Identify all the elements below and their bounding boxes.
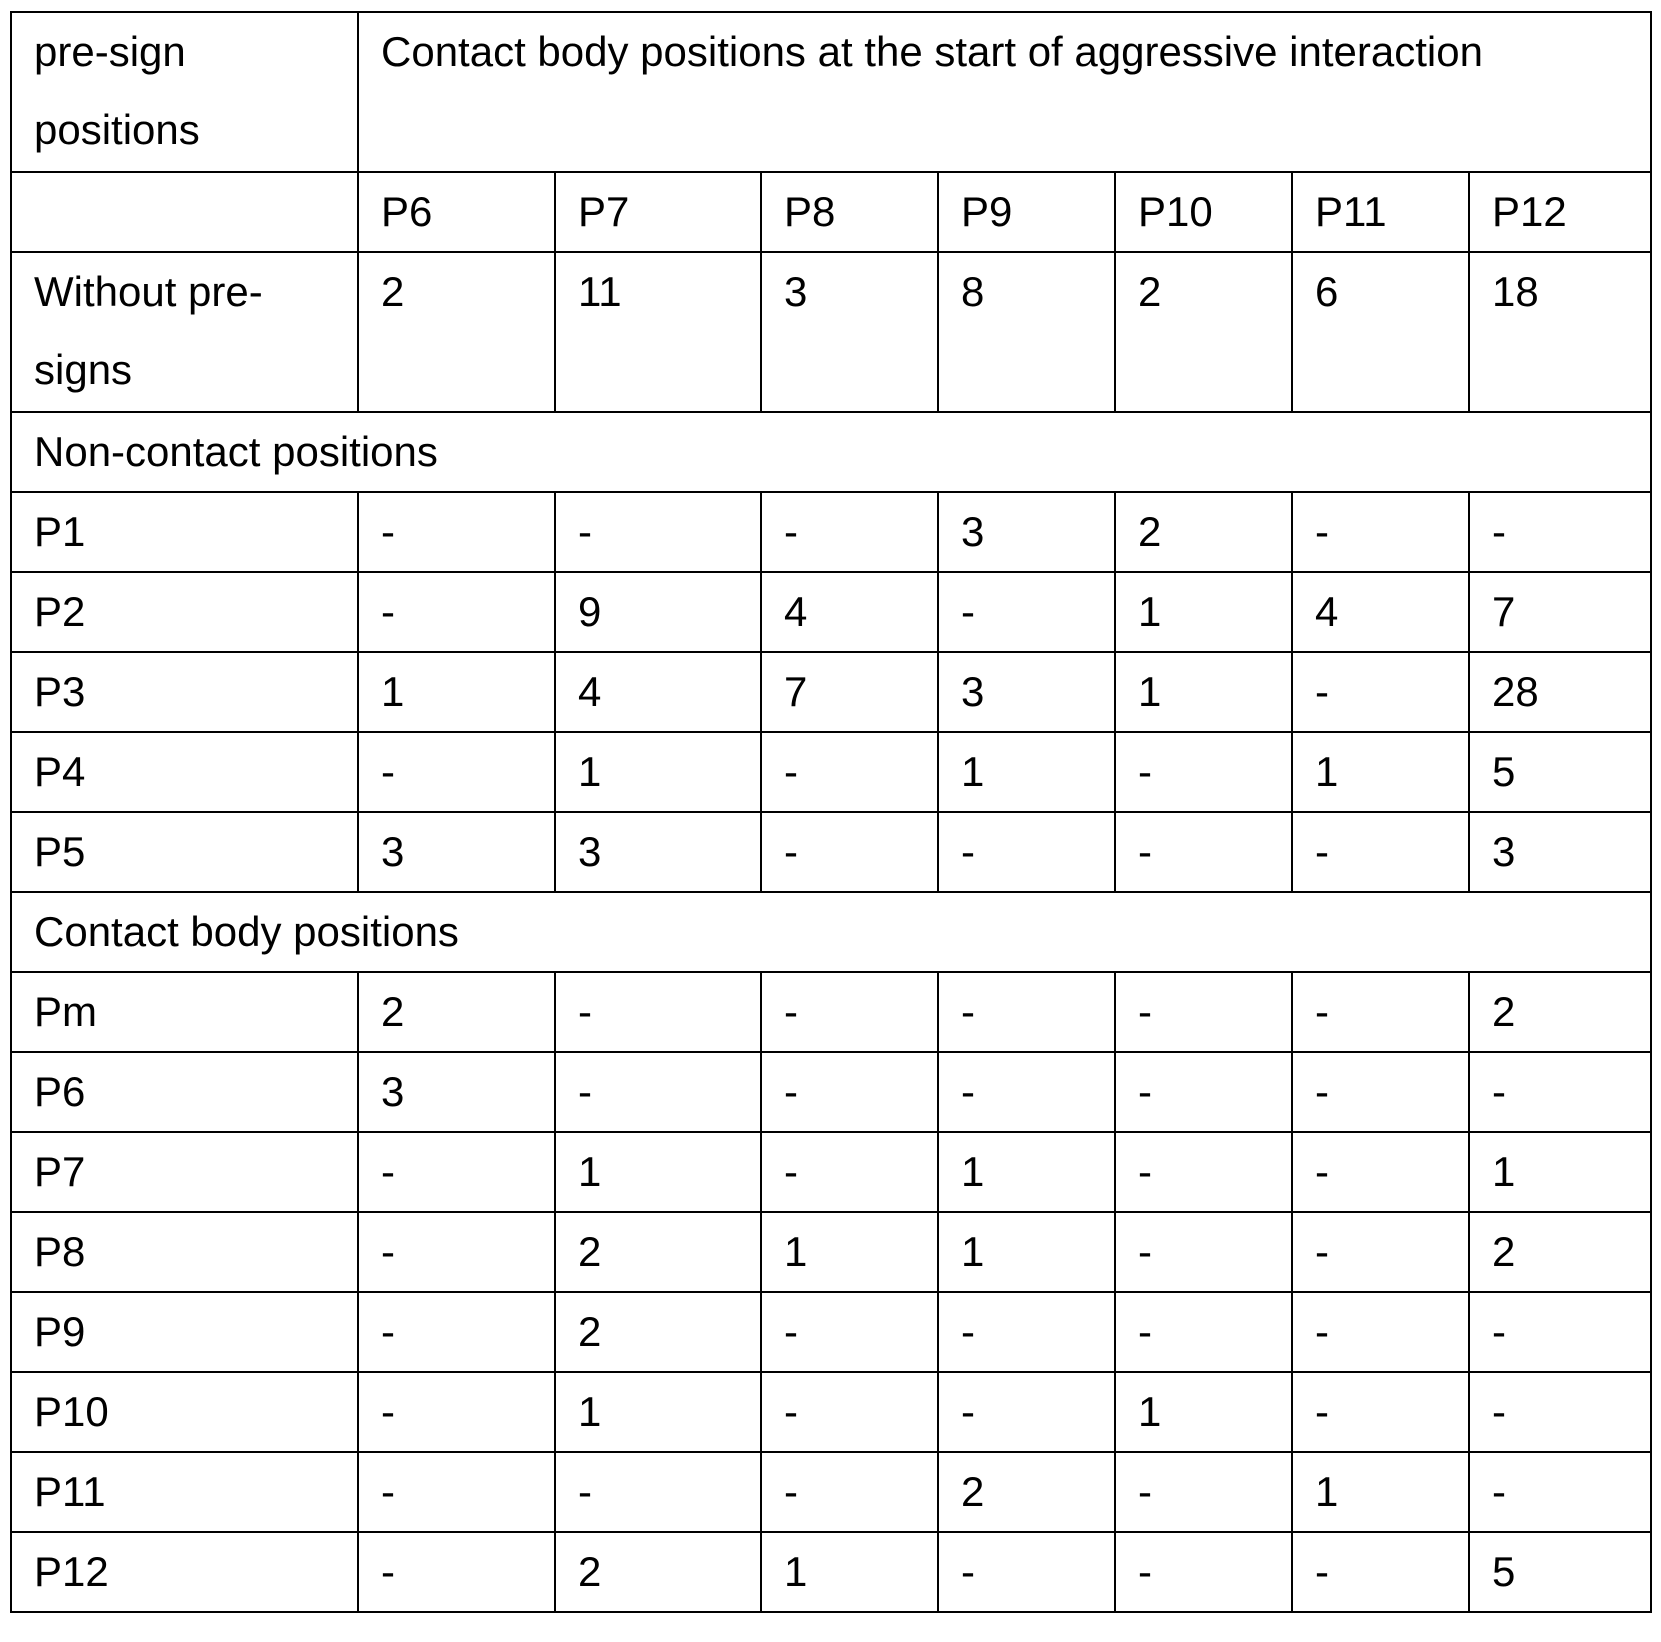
table-cell: - [1292, 492, 1469, 572]
table-cell: 7 [1469, 572, 1651, 652]
table-cell: 1 [1115, 652, 1292, 732]
table-cell: 18 [1469, 252, 1651, 412]
table-cell: - [1469, 1292, 1651, 1372]
table-cell: - [555, 972, 761, 1052]
table-cell: - [761, 1452, 938, 1532]
table-cell: 2 [1115, 492, 1292, 572]
table-cell: - [761, 1052, 938, 1132]
table-cell: 2 [555, 1292, 761, 1372]
table-cell: - [1292, 1132, 1469, 1212]
table-cell: 3 [555, 812, 761, 892]
group-header-cell: Contact body positions at the start of aggressive interaction [358, 12, 1651, 172]
table-cell: 1 [1292, 1452, 1469, 1532]
table-cell: 7 [761, 652, 938, 732]
table-cell: 1 [1469, 1132, 1651, 1212]
table-row [11, 652, 1651, 732]
header-row [11, 12, 1651, 172]
table-cell: - [938, 1532, 1115, 1612]
table-cell: 2 [1469, 972, 1651, 1052]
table-cell: - [555, 492, 761, 572]
table-cell: 1 [938, 732, 1115, 812]
table-cell: - [358, 1372, 555, 1452]
table-cell: 1 [938, 1132, 1115, 1212]
column-header: P8 [761, 172, 938, 252]
table-row [11, 492, 1651, 572]
table-row [11, 572, 1651, 652]
table-cell: - [1115, 1212, 1292, 1292]
table-cell: 1 [761, 1212, 938, 1292]
aggression-position-table [10, 11, 1652, 1613]
table-cell: 1 [555, 1372, 761, 1452]
table-cell: - [555, 1052, 761, 1132]
table-cell: 3 [1469, 812, 1651, 892]
table-cell: - [1292, 812, 1469, 892]
column-header: P6 [358, 172, 555, 252]
table-cell: - [358, 572, 555, 652]
table-cell: - [358, 1452, 555, 1532]
table-cell: - [358, 1132, 555, 1212]
row-label: P1 [11, 492, 358, 572]
table-cell: - [938, 1052, 1115, 1132]
table-cell: - [761, 492, 938, 572]
table-cell: 1 [761, 1532, 938, 1612]
row-label: P7 [11, 1132, 358, 1212]
table-cell: 2 [1469, 1212, 1651, 1292]
table-cell: - [761, 972, 938, 1052]
table-cell: 2 [358, 972, 555, 1052]
table-cell: - [1115, 972, 1292, 1052]
empty-header-cell [11, 172, 358, 252]
section-title: Contact body positions [11, 892, 1651, 972]
table-cell: - [555, 1452, 761, 1532]
table-cell: 2 [938, 1452, 1115, 1532]
corner-header-cell: pre-sign positions [11, 12, 358, 172]
table-row [11, 1372, 1651, 1452]
table-cell: - [1115, 1132, 1292, 1212]
column-header: P9 [938, 172, 1115, 252]
table-cell: 5 [1469, 732, 1651, 812]
table-cell: 3 [938, 652, 1115, 732]
section-title-row [11, 412, 1651, 492]
table-cell: - [761, 1292, 938, 1372]
table-cell: - [938, 972, 1115, 1052]
table-cell: - [1292, 972, 1469, 1052]
table-cell: 3 [761, 252, 938, 412]
table-cell: 1 [1115, 572, 1292, 652]
table-cell: - [761, 1372, 938, 1452]
table-cell: 28 [1469, 652, 1651, 732]
row-label: P9 [11, 1292, 358, 1372]
column-header: P10 [1115, 172, 1292, 252]
table-row [11, 1532, 1651, 1612]
table-cell: - [1115, 1532, 1292, 1612]
column-header: P12 [1469, 172, 1651, 252]
table-row [11, 732, 1651, 812]
table-cell: 4 [555, 652, 761, 732]
section-title-row [11, 892, 1651, 972]
table-cell: - [358, 1532, 555, 1612]
row-label: P4 [11, 732, 358, 812]
column-header: P11 [1292, 172, 1469, 252]
table-cell: - [761, 812, 938, 892]
table-cell: 2 [1115, 252, 1292, 412]
table-row [11, 812, 1651, 892]
table-cell: - [1115, 812, 1292, 892]
table-cell: 1 [555, 1132, 761, 1212]
table-row [11, 1452, 1651, 1532]
row-label: P12 [11, 1532, 358, 1612]
table-cell: 3 [358, 1052, 555, 1132]
table-cell: 2 [555, 1532, 761, 1612]
table-cell: - [1292, 652, 1469, 732]
table-cell: 4 [761, 572, 938, 652]
table-row [11, 972, 1651, 1052]
table-row [11, 1132, 1651, 1212]
table-cell: 11 [555, 252, 761, 412]
row-label: P10 [11, 1372, 358, 1452]
table-cell: - [1115, 1452, 1292, 1532]
table-cell: - [1469, 1372, 1651, 1452]
table-cell: 8 [938, 252, 1115, 412]
table-cell: - [938, 812, 1115, 892]
table-cell: 1 [1292, 732, 1469, 812]
table-cell: - [1292, 1372, 1469, 1452]
without-presigns-row [11, 252, 1651, 412]
table-cell: 1 [555, 732, 761, 812]
table-cell: 4 [1292, 572, 1469, 652]
column-header: P7 [555, 172, 761, 252]
table-cell: 1 [1115, 1372, 1292, 1452]
table-cell: - [1469, 492, 1651, 572]
row-label: P11 [11, 1452, 358, 1532]
table-cell: 2 [358, 252, 555, 412]
row-label: P3 [11, 652, 358, 732]
table-cell: 1 [358, 652, 555, 732]
table-cell: 1 [938, 1212, 1115, 1292]
row-label: Without pre-signs [11, 252, 358, 412]
table-cell: - [1115, 732, 1292, 812]
table-cell: - [1115, 1292, 1292, 1372]
table-cell: - [761, 732, 938, 812]
table-cell: - [1469, 1052, 1651, 1132]
sections-body [11, 412, 1651, 1612]
row-label: P5 [11, 812, 358, 892]
table-cell: - [1292, 1292, 1469, 1372]
table-cell: - [938, 1292, 1115, 1372]
table-cell: - [358, 1212, 555, 1292]
table-cell: - [938, 572, 1115, 652]
table-cell: - [938, 1372, 1115, 1452]
row-label: P8 [11, 1212, 358, 1292]
table-cell: - [358, 492, 555, 572]
table-cell: - [358, 1292, 555, 1372]
table-cell: 2 [555, 1212, 761, 1292]
table-cell: 3 [938, 492, 1115, 572]
table-cell: - [358, 732, 555, 812]
table-cell: - [761, 1132, 938, 1212]
section-title: Non-contact positions [11, 412, 1651, 492]
table-cell: 9 [555, 572, 761, 652]
row-label: Pm [11, 972, 358, 1052]
row-label: P2 [11, 572, 358, 652]
table-cell: 6 [1292, 252, 1469, 412]
table-row [11, 1212, 1651, 1292]
table-row [11, 1292, 1651, 1372]
table-cell: - [1469, 1452, 1651, 1532]
column-header-row [11, 172, 1651, 252]
table-row [11, 1052, 1651, 1132]
table-cell: - [1115, 1052, 1292, 1132]
table-cell: 5 [1469, 1532, 1651, 1612]
table-cell: - [1292, 1532, 1469, 1612]
table-cell: 3 [358, 812, 555, 892]
table-cell: - [1292, 1052, 1469, 1132]
row-label: P6 [11, 1052, 358, 1132]
table-cell: - [1292, 1212, 1469, 1292]
